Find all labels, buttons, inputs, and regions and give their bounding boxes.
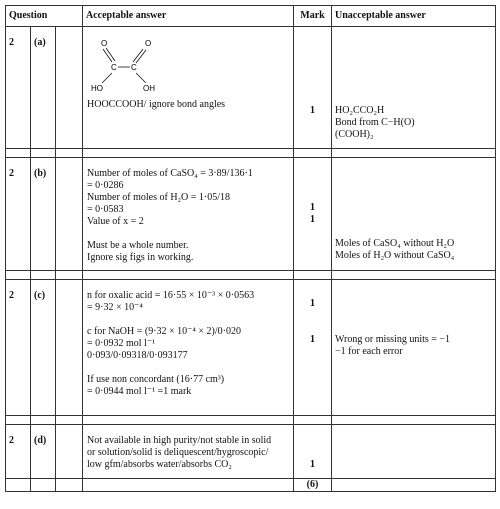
- row-2b: [6, 158, 496, 271]
- atom-oh: OH: [143, 84, 156, 93]
- answer-line: Number of moles of CaSO₄ = 3·89/136·1: [87, 168, 253, 179]
- acceptable-answer: [83, 27, 294, 149]
- atom-o-left: O: [101, 39, 108, 48]
- question-part: (b): [31, 158, 56, 271]
- row-2c: [6, 280, 496, 416]
- unacceptable-line: Bond from C−H(O): [335, 117, 415, 128]
- acceptable-answer: [83, 158, 294, 271]
- answer-line: = 9·32 × 10⁻⁴: [87, 302, 143, 313]
- mark-value: 1: [310, 105, 316, 116]
- mark-value: 1: [310, 334, 316, 345]
- answer-line: = 0·0944 mol l⁻¹ =1 mark: [87, 386, 192, 397]
- answer-line: If use non concordant (16·77 cm³): [87, 374, 225, 385]
- unacceptable-answer: [332, 27, 496, 149]
- unacceptable-line: HO₂CCO₂H: [335, 105, 385, 116]
- answer-line: Not available in high purity/not stable in solid: [87, 435, 272, 446]
- total-marks: (6): [294, 479, 332, 492]
- question-part: (c): [31, 280, 56, 416]
- unacceptable-answer: [332, 158, 496, 271]
- total-row: [6, 479, 496, 492]
- acceptable-answer: [83, 425, 294, 479]
- row-2a: [6, 27, 496, 149]
- mark-cell: [294, 425, 332, 479]
- header-acceptable: Acceptable answer: [83, 6, 294, 27]
- mark-value: 1: [310, 214, 316, 225]
- answer-line: or solution/solid is deliquescent/hygroscopic/: [87, 447, 269, 458]
- mark-value: 1: [310, 298, 316, 309]
- acceptable-answer: [83, 280, 294, 416]
- mark-value: 1: [310, 459, 316, 470]
- unacceptable-line: (COOH)₂: [335, 129, 374, 140]
- unacceptable-line: −1 for each error: [335, 346, 403, 357]
- unacceptable-line: Moles of H₂O without CaSO₄: [335, 250, 455, 261]
- unacceptable-line: Moles of CaSO₄ without H₂O: [335, 238, 455, 249]
- oxalic-acid-structure: [87, 37, 197, 93]
- question-part: (a): [31, 27, 56, 149]
- question-number: 2: [6, 158, 31, 271]
- mark-cell: [294, 280, 332, 416]
- atom-c-right: C: [131, 63, 137, 72]
- answer-line: = 0·0286: [87, 180, 124, 191]
- answer-line: = 0·0932 mol l⁻¹: [87, 338, 156, 349]
- answer-line: HOOCCOOH/ ignore bond angles: [87, 99, 226, 110]
- header-unacceptable: Unacceptable answer: [332, 6, 496, 27]
- answer-line: c for NaOH = (9·32 × 10⁻⁴ × 2)/0·020: [87, 326, 241, 337]
- marking-scheme-table: [5, 5, 496, 492]
- answer-line: 0·093/0·09318/0·093177: [87, 350, 188, 361]
- answer-line: Must be a whole number.: [87, 240, 189, 251]
- question-number: 2: [6, 280, 31, 416]
- atom-ho: HO: [91, 84, 104, 93]
- question-number: 2: [6, 27, 31, 149]
- answer-line: Number of moles of H₂O = 1·05/18: [87, 192, 231, 203]
- unacceptable-line: Wrong or missing units = −1: [335, 334, 451, 345]
- mark-cell: [294, 158, 332, 271]
- answer-line: Ignore sig figs in working.: [87, 252, 194, 263]
- question-part: (d): [31, 425, 56, 479]
- answer-line: Value of x = 2: [87, 216, 144, 227]
- question-number: 2: [6, 425, 31, 479]
- header-row: [6, 6, 496, 27]
- unacceptable-answer: [332, 280, 496, 416]
- mark-cell: [294, 27, 332, 149]
- answer-line: = 0·0583: [87, 204, 124, 215]
- atom-o-right: O: [145, 39, 152, 48]
- answer-line: n for oxalic acid = 16·55 × 10⁻³ × 0·0563: [87, 290, 255, 301]
- answer-line: low gfm/absorbs water/absorbs CO₂: [87, 459, 232, 470]
- row-2d: [6, 425, 496, 479]
- header-mark: Mark: [294, 6, 332, 27]
- atom-c-left: C: [111, 63, 117, 72]
- header-question: Question: [6, 6, 83, 27]
- mark-value: 1: [310, 202, 316, 213]
